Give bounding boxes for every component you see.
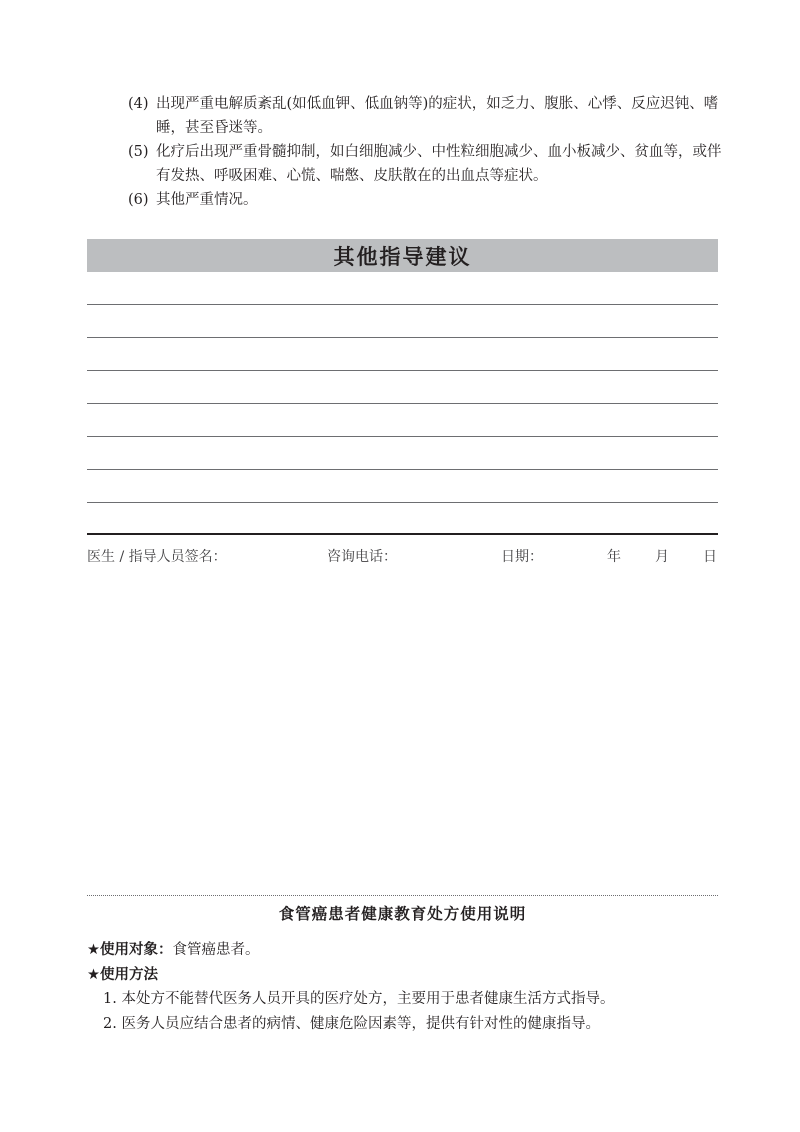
- list-item-number: (4): [128, 96, 149, 112]
- usage-target: [87, 938, 718, 963]
- usage-target-value: 食管癌患者。: [172, 942, 260, 958]
- writing-line[interactable]: [87, 469, 718, 470]
- writing-line[interactable]: [87, 304, 718, 305]
- day-label: 日: [703, 549, 717, 565]
- writing-line[interactable]: [87, 502, 718, 503]
- writing-line[interactable]: [87, 337, 718, 338]
- writing-line[interactable]: [87, 370, 718, 371]
- usage-instructions: [87, 938, 718, 1036]
- usage-method: [87, 963, 718, 988]
- usage-method-item: 1. 本处方不能替代医务人员开具的医疗处方，主要用于患者健康生活方式指导。: [103, 991, 615, 1007]
- list-item-number: (5): [128, 144, 149, 160]
- list-item-number: (6): [128, 192, 149, 208]
- writing-line[interactable]: [87, 403, 718, 404]
- month-label: 月: [655, 549, 669, 565]
- usage-method-label: ★使用方法: [87, 966, 158, 983]
- list-item-text: 其他严重情况。: [156, 192, 258, 208]
- usage-method-item: 2. 医务人员应结合患者的病情、健康危险因素等，提供有针对性的健康指导。: [103, 1015, 600, 1032]
- list-item: [128, 188, 728, 212]
- writing-line[interactable]: [87, 436, 718, 437]
- date-label: 日期：: [501, 549, 543, 565]
- section-header: [87, 239, 718, 272]
- list-item-text: 出现严重电解质紊乱(如低血钾、低血钠等)的症状，如乏力、腹胀、心悸、反应迟钝、嗜睡，甚至昏迷等。: [156, 96, 719, 136]
- usage-title: 食管癌患者健康教育处方使用说明: [278, 904, 527, 923]
- doctor-signature-label: 医生 / 指导人员签名：: [87, 549, 227, 565]
- phone-label: 咨询电话：: [327, 549, 397, 565]
- year-label: 年: [607, 549, 621, 565]
- list-item: [128, 140, 728, 188]
- signature-row: [87, 546, 718, 568]
- section-title: 其他指导建议: [333, 244, 472, 269]
- usage-target-label: ★使用对象：: [87, 942, 173, 958]
- list-item: [128, 92, 728, 140]
- list-item-text: 化疗后出现严重骨髓抑制，如白细胞减少、中性粒细胞减少、血小板减少、贫血等，或伴有发热、呼吸困难、心慌、喘憋、皮肤散在的出血点等症状。: [156, 144, 722, 184]
- section-divider: [87, 533, 718, 535]
- cut-line: [87, 895, 718, 896]
- symptom-list: [128, 92, 728, 212]
